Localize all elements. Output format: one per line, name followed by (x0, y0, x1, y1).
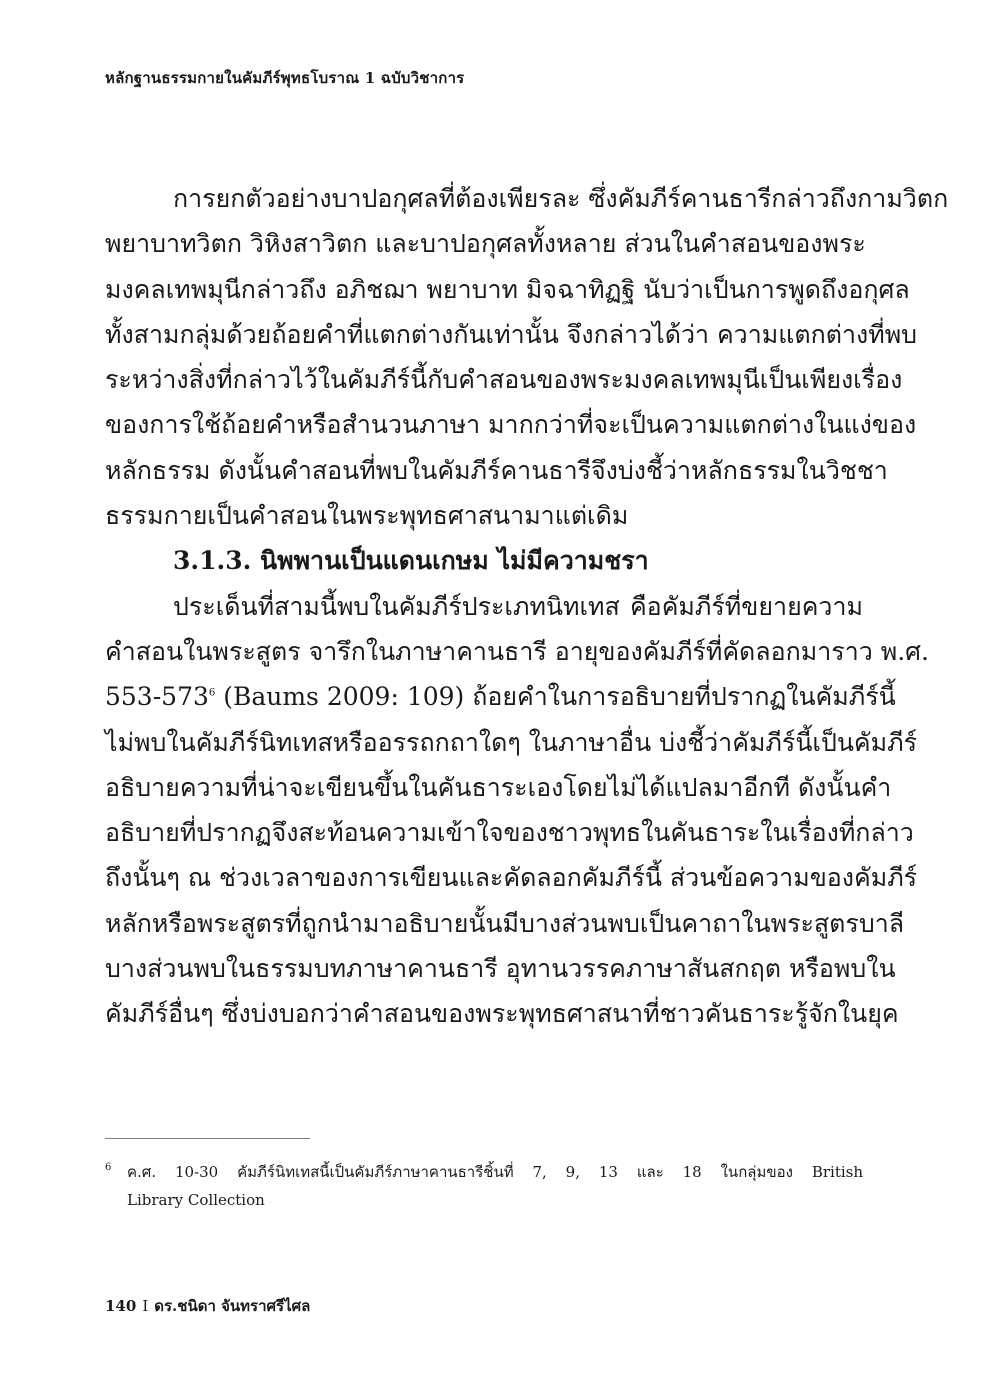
footnote-number: 6 (105, 1162, 112, 1173)
page-number: 140 (105, 1297, 137, 1315)
footnote-divider (105, 1138, 310, 1139)
paragraph-2-line: อธิบายความที่น่าจะเขียนขึ้นในคันธาระเองโดยไม่ได้แปลมาอีกที ดังนั้นคำ (105, 772, 892, 802)
page-footer (105, 1294, 310, 1318)
paragraph-1-line: ระหว่างสิ่งที่กล่าวไว้ในคัมภีร์นี้กับคำสอนของพระมงคลเทพมุนีเป็นเพียงเรื่อง (105, 365, 903, 395)
paragraph-1-line: การยกตัวอย่างบาปอกุศลที่ต้องเพียรละ ซึ่งคัมภีร์คานธารีกล่าวถึงกามวิตก (173, 184, 949, 213)
paragraph-2-line: อธิบายที่ปรากฏจึงสะท้อนความเข้าใจของชาวพุทธในคันธาระในเรื่องที่กล่าว (105, 818, 914, 848)
footnote-line: Library Collection (127, 1191, 265, 1209)
paragraph-2-line: บางส่วนพบในธรรมบทภาษาคานธารี อุทานวรรคภาษาสันสกฤต หรือพบใน (105, 954, 896, 984)
section-heading: 3.1.3. นิพพานเป็นแดนเกษม ไม่มีความชรา (173, 546, 649, 576)
paragraph-1-line: ทั้งสามกลุ่มด้วยถ้อยคำที่แตกต่างกันเท่านั้น จึงกล่าวได้ว่า ความแตกต่างที่พบ (105, 319, 918, 349)
paragraph-2-line (105, 674, 896, 719)
paragraph-2-line: ประเด็นที่สามนี้พบในคัมภีร์ประเภทนิทเทส คือคัมภีร์ที่ขยายความ (173, 591, 863, 621)
paragraph-2-line: ถึงนั้นๆ ณ ช่วงเวลาของการเขียนและคัดลอกคัมภีร์นี้ ส่วนข้อความของคัมภีร์ (105, 863, 918, 893)
body-text (105, 176, 949, 1037)
paragraph-1-line: ของการใช้ถ้อยคำหรือสำนวนภาษา มากกว่าที่จะเป็นความแตกต่างในแง่ของ (105, 410, 917, 440)
year-range: 553-573 (105, 682, 209, 712)
author-name: ดร.ชนิดา จันทราศรีไศล (154, 1297, 311, 1315)
footnote-line: ค.ศ. 10-30 คัมภีร์นิทเทสนี้เป็นคัมภีร์ภาษาคานธารีชิ้นที่ 7, 9, 13 และ 18 ในกลุ่มของ British (127, 1163, 863, 1181)
footnote-reference[interactable]: 6 (208, 687, 216, 699)
paragraph-2-line: คัมภีร์อื่นๆ ซึ่งบ่งบอกว่าคำสอนของพระพุทธศาสนาที่ชาวคันธาระรู้จักในยุค (105, 999, 899, 1029)
paragraph-2-line: หลักหรือพระสูตรที่ถูกนำมาอธิบายนั้นมีบางส่วนพบเป็นคาถาในพระสูตรบาลี (105, 908, 905, 938)
paragraph-1-line: มงคลเทพมุนีกล่าวถึง อภิชฌา พยาบาท มิจฉาทิฏฐิ นับว่าเป็นการพูดถึงอกุศล (105, 274, 910, 304)
paragraph-1-line: พยาบาทวิตก วิหิงสาวิตก และบาปอกุศลทั้งหลาย ส่วนในคำสอนของพระ (105, 229, 866, 259)
running-header: หลักฐานธรรมกายในคัมภีร์พุทธโบราณ 1 ฉบับวิชาการ (105, 69, 465, 87)
footer-separator: I (142, 1297, 149, 1315)
footnote (105, 1158, 863, 1214)
paragraph-2-line: คำสอนในพระสูตร จารึกในภาษาคานธารี อายุของคัมภีร์ที่คัดลอกมาราว พ.ศ. (105, 636, 929, 666)
paragraph-1-line: หลักธรรม ดังนั้นคำสอนที่พบในคัมภีร์คานธารีจึงบ่งชี้ว่าหลักธรรมในวิชชา (105, 455, 888, 485)
paragraph-1-line: ธรรมกายเป็นคำสอนในพระพุทธศาสนามาแต่เดิม (105, 501, 629, 531)
citation-text: (Baums 2009: 109) ถ้อยคำในการอธิบายที่ปรากฏในคัมภีร์นี้ (215, 682, 896, 712)
paragraph-2-line: ไม่พบในคัมภีร์นิทเทสหรืออรรถกถาใดๆ ในภาษาอื่น บ่งชี้ว่าคัมภีร์นี้เป็นคัมภีร์ (105, 727, 918, 757)
